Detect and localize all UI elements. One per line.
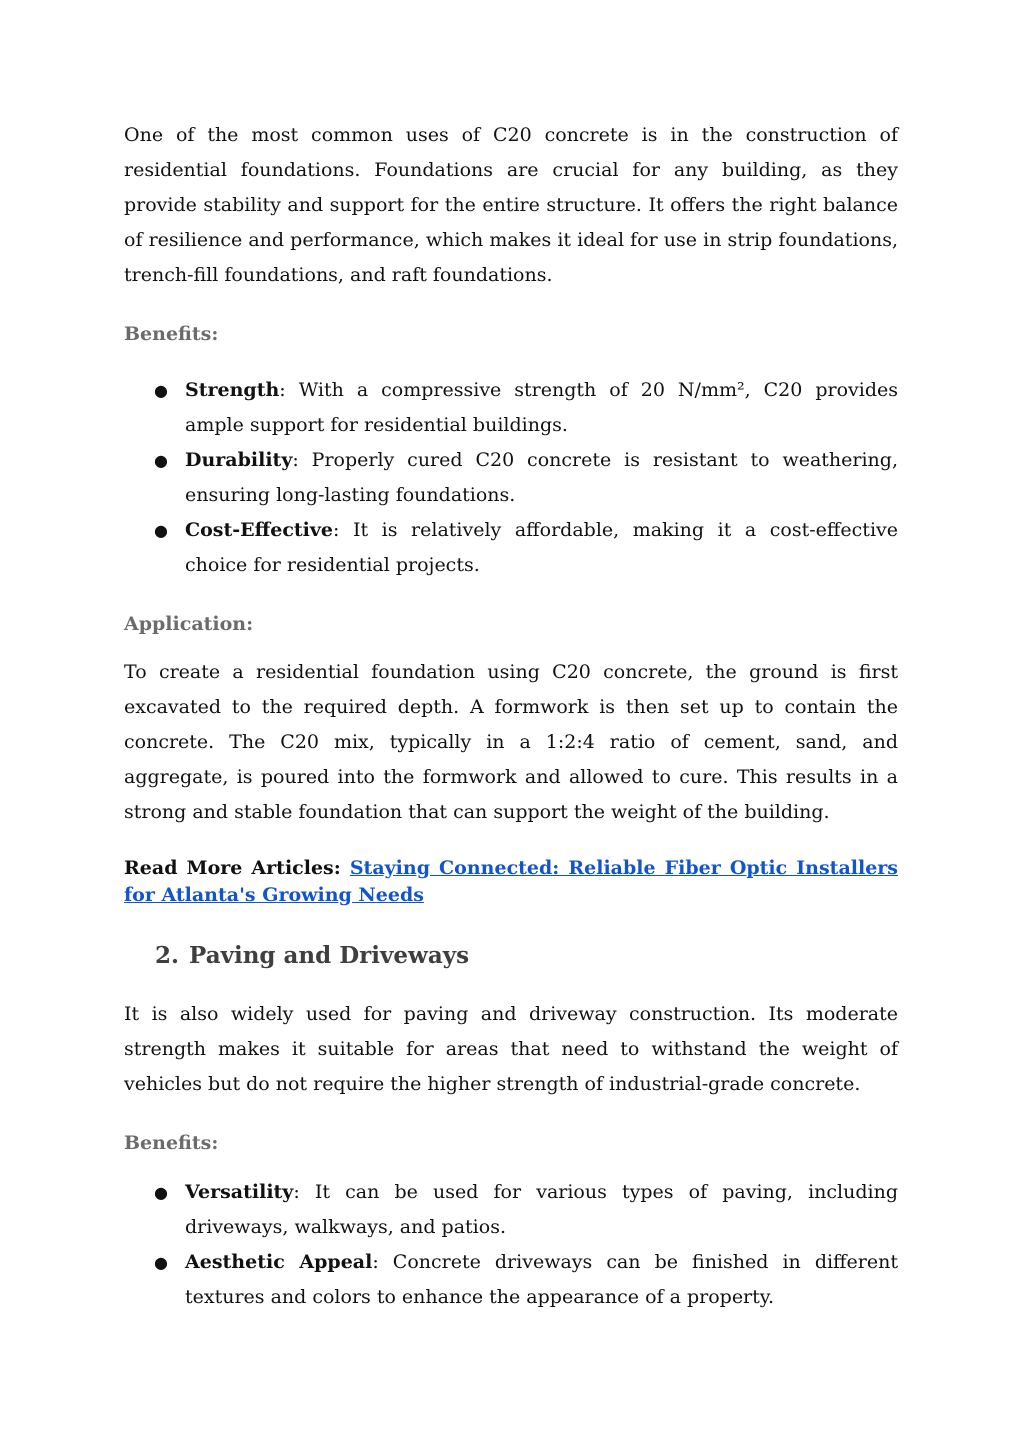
read-more-link[interactable]: Staying Connected: Reliable Fiber Optic Installers for Atlanta's Growing Needs <box>124 857 898 906</box>
paving-paragraph: It is also widely used for paving and driveway construction. Its moderate strength makes it suitable for areas that need to withstand the weight of vehicles but do not require the higher strength of industrial-grade concrete. <box>124 1003 898 1095</box>
section-title: Paving and Driveways <box>189 942 470 969</box>
benefit-term: Cost-Effective <box>185 519 334 541</box>
list-item <box>154 513 898 583</box>
section-number: 2. <box>155 942 180 969</box>
benefit-term: Aesthetic Appeal <box>185 1251 373 1273</box>
application-heading: Application: <box>124 613 254 635</box>
list-item <box>154 1245 898 1315</box>
benefit-text: : Properly cured C20 concrete is resistant to weathering, ensuring long-lasting foundations. <box>185 449 898 506</box>
read-more-label: Read More Articles: <box>124 857 341 879</box>
bullet-icon: ● <box>154 1183 168 1202</box>
bullet-icon: ● <box>154 1253 168 1272</box>
bullet-icon: ● <box>154 451 168 470</box>
benefit-text: : It can be used for various types of paving, including driveways, walkways, and patios. <box>185 1181 898 1238</box>
benefit-text: : Concrete driveways can be finished in different textures and colors to enhance the appearance of a property. <box>185 1251 898 1308</box>
section-heading <box>124 938 898 974</box>
intro-paragraph: One of the most common uses of C20 concrete is in the construction of residential foundations. Foundations are crucial for any building, as they provide stability and support for the entire structure. It offers the right balance of resilience and performance, which makes it ideal for use in strip foundations, trench-fill foundations, and raft foundations. <box>124 124 898 286</box>
benefits-list-2 <box>124 1175 898 1315</box>
read-more <box>124 855 898 909</box>
bullet-icon: ● <box>154 381 168 400</box>
list-item <box>154 373 898 443</box>
benefit-text: : It is relatively affordable, making it a cost-effective choice for residential projects. <box>185 519 898 576</box>
bullet-icon: ● <box>154 521 168 540</box>
document-page <box>124 118 898 1315</box>
benefits-heading-2: Benefits: <box>124 1132 219 1154</box>
benefit-text: : With a compressive strength of 20 N/mm², C20 provides ample support for residential buildings. <box>185 379 898 436</box>
benefit-term: Versatility <box>185 1181 294 1203</box>
list-item <box>154 443 898 513</box>
benefit-term: Durability <box>185 449 293 471</box>
list-item <box>154 1175 898 1245</box>
benefits-list <box>124 373 898 583</box>
application-paragraph: To create a residential foundation using C20 concrete, the ground is first excavated to the required depth. A formwork is then set up to contain the concrete. The C20 mix, typically in a 1:2:4 ratio of cement, sand, and aggregate, is poured into the formwork and allowed to cure. This results in a strong and stable foundation that can support the weight of the building. <box>124 661 898 823</box>
benefits-heading: Benefits: <box>124 323 219 345</box>
benefit-term: Strength <box>185 379 280 401</box>
